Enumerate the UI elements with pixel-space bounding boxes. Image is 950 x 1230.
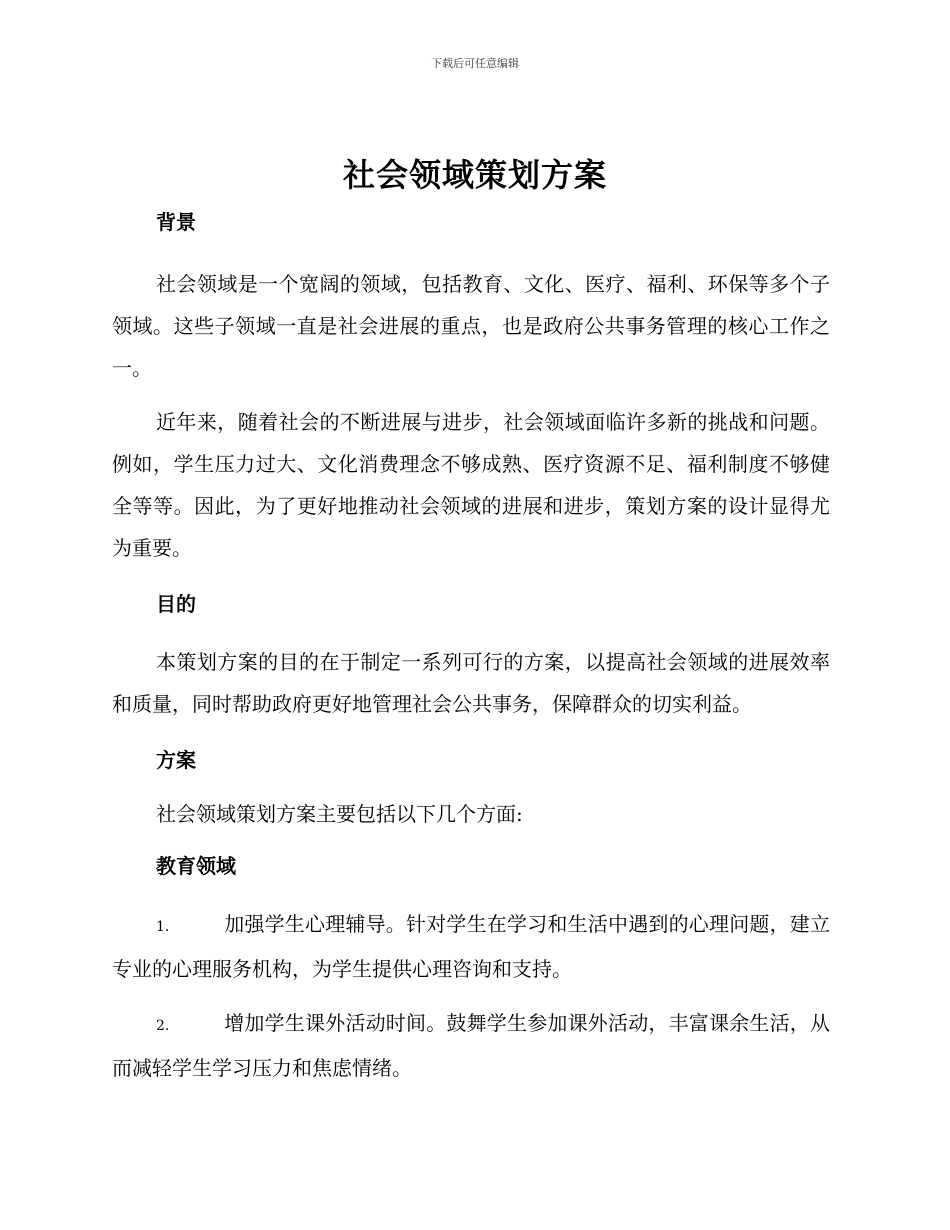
list-item-text: 加强学生心理辅导。针对学生在学习和生活中遇到的心理问题，建立专业的心理服务机构，为学生提供心理咨询和支持。 <box>112 912 830 981</box>
list-item <box>112 903 830 990</box>
heading-purpose: 目的 <box>156 592 196 616</box>
list-item-number: 2. <box>156 1018 170 1034</box>
list-item-number: 1. <box>156 919 170 935</box>
heading-education: 教育领域 <box>156 854 236 878</box>
list-item <box>112 1002 830 1089</box>
paragraph-purpose: 本策划方案的目的在于制定一系列可行的方案，以提高社会领域的进展效率和质量，同时帮助政府更好地管理社会公共事务，保障群众的切实利益。 <box>112 650 830 716</box>
list-item-text: 增加学生课外活动时间。鼓舞学生参加课外活动，丰富课余生活，从而减轻学生学习压力和焦虑情绪。 <box>112 1011 830 1080</box>
heading-background: 背景 <box>156 210 196 234</box>
document-body <box>112 205 830 1089</box>
page-header-note: 下载后可任意编辑 <box>431 57 519 70</box>
heading-plan: 方案 <box>156 748 196 772</box>
document-title: 社会领域策划方案 <box>342 156 607 194</box>
paragraph-background-1: 社会领域是一个宽阔的领域，包括教育、文化、医疗、福利、环保等多个子领域。这些子领域一直是社会进展的重点，也是政府公共事务管理的核心工作之一。 <box>112 272 830 380</box>
paragraph-plan-intro: 社会领域策划方案主要包括以下几个方面: <box>156 802 523 826</box>
paragraph-background-2: 近年来，随着社会的不断进展与进步，社会领域面临许多新的挑战和问题。例如，学生压力过大、文化消费理念不够成熟、医疗资源不足、福利制度不够健全等等。因此，为了更好地推动社会领域的进展和进步，策划方案的设计显得尤为重要。 <box>112 410 830 560</box>
